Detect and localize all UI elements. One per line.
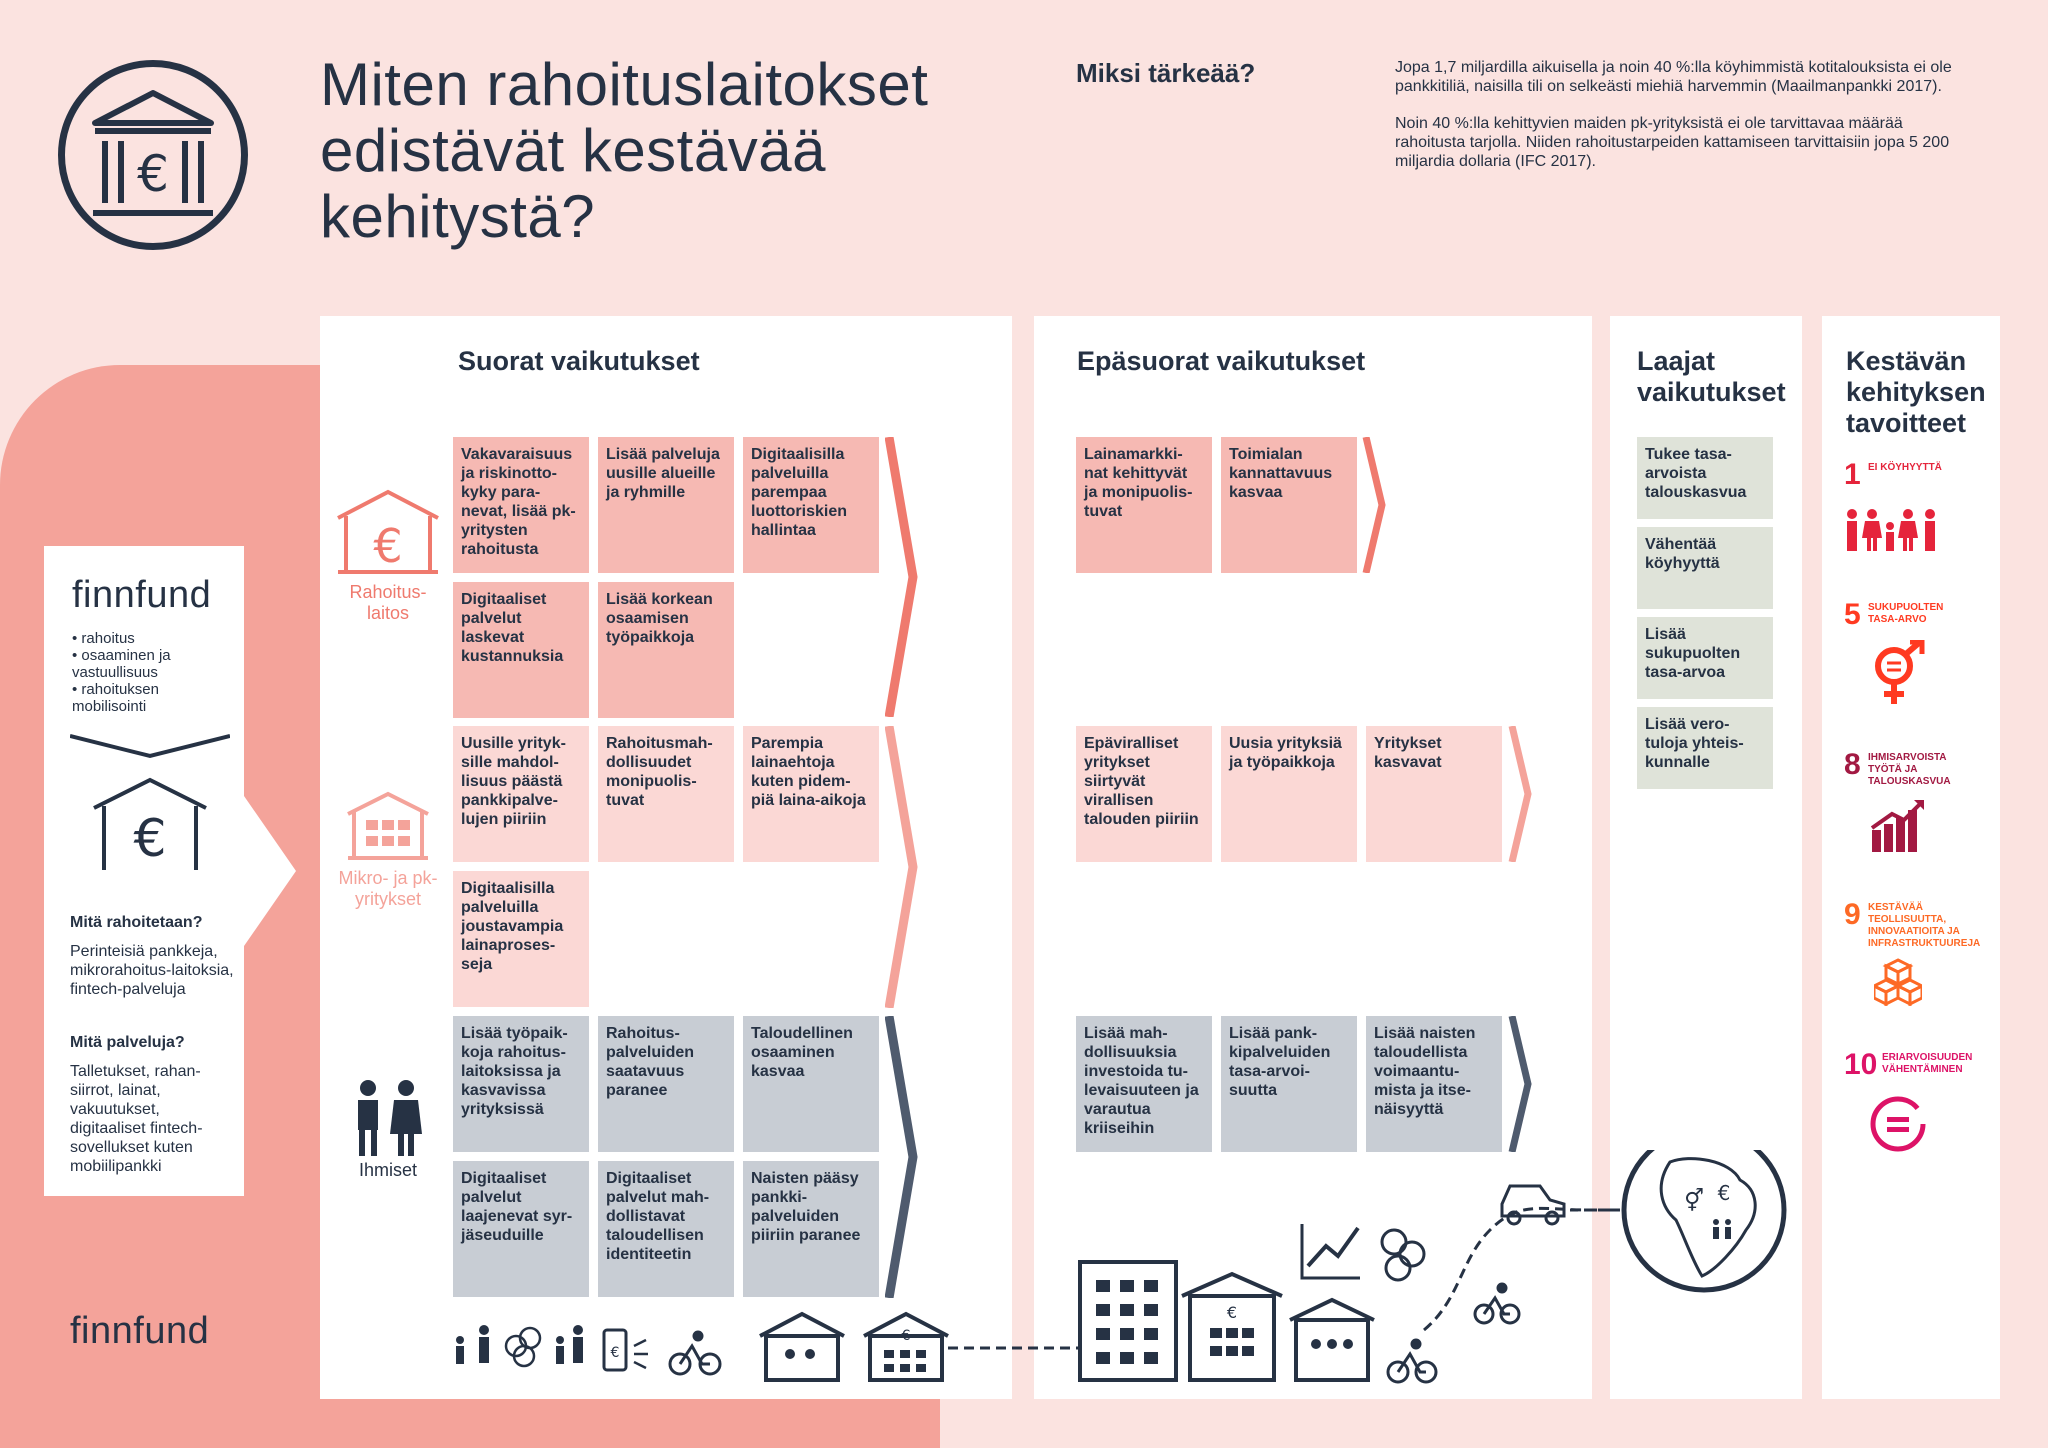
market-stall-icon (760, 1314, 844, 1380)
indirect-effect-cell: Lainamarkki-nat kehittyvät ja monipuolis-tuvat (1076, 437, 1212, 573)
direct-effect-cell: Uusille yrityk-sille mahdol-lisuus päästä pankkipalve-lujen piiriin (453, 726, 589, 862)
coins-icon (506, 1328, 540, 1366)
sdg-goal-10 (1844, 1048, 1994, 1082)
sdg-label: EI KÖYHYYTTÄ (1868, 462, 1942, 473)
svg-text:€: € (610, 1345, 620, 1361)
indirect-effect-cell: Uusia yrityksiä ja työpaikkoja (1221, 726, 1357, 862)
svg-text:⚥: ⚥ (1684, 1189, 1704, 1214)
indirect-effect-cell: Lisää pank-kipalveluiden tasa-arvoi-suutta (1221, 1016, 1357, 1152)
direct-effects-heading: Suorat vaikutukset (458, 346, 700, 376)
finnfund-bullet-list (72, 630, 222, 715)
what-services-text: Talletukset, rahan-siirrot, lainat, vakuutukset, digitaaliset fintech-sovellukset kuten mobiilipankki (70, 1063, 203, 1175)
direct-effect-cell: Rahoitusmah-dollisuudet monipuolis-tuvat (598, 726, 734, 862)
what-financed-text: Perinteisiä pankkeja, mikrorahoitus-laitoksia, fintech-palveluja (70, 943, 234, 998)
direct-effect-cell: Taloudellinen osaaminen kasvaa (743, 1016, 879, 1152)
people-coins-icon (456, 1325, 489, 1364)
cyclist-icon (1475, 1284, 1519, 1323)
indirect-effect-cell: Yritykset kasvavat (1366, 726, 1502, 862)
direct-effect-cell: Lisää korkean osaamisen työpaikkoja (598, 582, 734, 718)
economic-growth-icon (1870, 798, 1926, 852)
svg-text:€: € (901, 1328, 911, 1344)
arrow-chevron-icon (885, 726, 935, 1008)
bank-euro-icon (65, 67, 241, 243)
broad-effect-cell: Vähentää köyhyyttä (1637, 527, 1773, 609)
cyclist-icon (670, 1332, 720, 1374)
arrow-chevron-icon (1508, 1016, 1538, 1152)
gender-equality-icon (1870, 640, 1926, 706)
arrow-chevron-icon (1362, 437, 1392, 573)
coins-icon (1382, 1230, 1424, 1280)
what-financed-heading: Mitä rahoitetaan? (70, 914, 203, 931)
direct-effect-cell: Digitaaliset palvelut mah-dollistavat taloudellisen identiteetin (598, 1161, 734, 1297)
page-title: Miten rahoituslaitokset edistävät kestävää kehitystä? (320, 51, 929, 250)
sdg-number: 1 (1844, 458, 1861, 491)
indirect-effect-cell: Toimialan kannattavuus kasvaa (1221, 437, 1357, 573)
arrow-chevron-icon (1508, 726, 1538, 862)
shop-icon (1290, 1300, 1374, 1380)
svg-text:€: € (133, 809, 167, 869)
direct-effect-cell: Naisten pääsy pankki-palveluiden piiriin paranee (743, 1161, 879, 1297)
no-poverty-icon (1844, 508, 1940, 552)
bank-building-icon (1182, 1274, 1282, 1380)
direct-effect-cell: Digitaaliset palvelut laajenevat syr-jäseuduille (453, 1161, 589, 1297)
why-paragraph-1: Jopa 1,7 miljardilla aikuisella ja noin 40 %:lla köyhimmistä kotitalouksista ei ole pankkitiliä, naisilla tili on selkeästi miehiä harvemmin (Maailmanpankki 2017). (1395, 59, 1952, 95)
finnfund-bullet: • rahoitus (72, 630, 135, 647)
svg-text:€: € (373, 519, 403, 573)
direct-effect-cell: Lisää palveluja uusille alueille ja ryhmille (598, 437, 734, 573)
sdg-goal-1 (1844, 458, 1994, 492)
broad-effect-cell: Tukee tasa-arvoista talouskasvua (1637, 437, 1773, 519)
why-important-text (1395, 58, 1955, 189)
finnfund-card (44, 546, 244, 1196)
indirect-effects-heading: Epäsuorat vaikutukset (1077, 346, 1366, 376)
svg-text:€: € (1226, 1303, 1238, 1322)
bank-euro-logo (58, 60, 248, 250)
footer-finnfund-logo: finnfund (70, 1310, 210, 1352)
house-euro-icon (90, 776, 210, 876)
sdg-label: ERIARVOISUUDEN VÄHENTÄMINEN (1882, 1052, 1973, 1075)
industry-innovation-icon (1874, 958, 1922, 1006)
sdg-heading: Kestävän kehityksen tavoitteet (1846, 346, 1986, 438)
row-label-people: Ihmiset (358, 1160, 418, 1180)
what-services-heading: Mitä palveluja? (70, 1034, 185, 1051)
broad-effects-heading: Laajat vaikutukset (1637, 346, 1786, 407)
direct-effect-cell: Vakavaraisuus ja riskinotto-kyky para-nevat, lisää pk-yritysten rahoitusta (453, 437, 589, 573)
sdg-number: 5 (1844, 598, 1861, 631)
why-paragraph-2: Noin 40 %:lla kehittyvien maiden pk-yrityksistä ei ole tarvittavaa määrää rahoitusta tarjolla. Niiden rahoitustarpeiden kattamiseen tarvittaisiin jopa 5 200 miljardia dollaria (IFC 2017). (1395, 115, 1950, 170)
indirect-effect-cell: Lisää naisten taloudellista voimaantu-mista ja itse-näisyyttä (1366, 1016, 1502, 1152)
reduced-inequality-icon (1868, 1094, 1928, 1154)
sdg-number: 10 (1844, 1048, 1878, 1081)
globe-icon (1624, 1150, 1784, 1290)
car-icon (1502, 1186, 1564, 1224)
sdg-label: KESTÄVÄÄ TEOLLISUUTTA, INNOVAATIOITA JA INFRASTRUKTUUREJA (1868, 902, 1981, 949)
people-pair-icon (556, 1325, 583, 1364)
office-building-icon (1080, 1262, 1176, 1380)
sdg-label: SUKUPUOLTEN TASA-ARVO (1868, 602, 1944, 625)
arrow-chevron-icon (885, 437, 935, 717)
svg-text:€: € (137, 145, 169, 203)
direct-effect-cell: Digitaalisilla palveluilla joustavampia lainaproses-seja (453, 871, 589, 1007)
indirect-effect-cell: Epäviralliset yritykset siirtyvät virallisen talouden piiriin (1076, 726, 1212, 862)
sdg-number: 9 (1844, 898, 1861, 931)
sdg-number: 8 (1844, 748, 1861, 781)
broad-effect-cell: Lisää sukupuolten tasa-arvoa (1637, 617, 1773, 699)
funnel-chevron-icon (70, 732, 230, 762)
finnfund-bullet: • rahoituksen mobilisointi (72, 681, 159, 715)
finnfund-bullet: • osaaminen ja vastuullisuus (72, 647, 171, 681)
sdg-goal-9 (1844, 898, 1994, 949)
finnfund-logo-text: finnfund (72, 574, 212, 616)
bottom-illustration (440, 1150, 1800, 1390)
direct-effect-cell: Parempia lainaehtoja kuten pidem-piä laina-aikoja (743, 726, 879, 862)
direct-effect-cell: Digitaaliset palvelut laskevat kustannuksia (453, 582, 589, 718)
sme-building-icon (344, 790, 432, 862)
broad-effect-cell: Lisää vero-tuloja yhteis-kunnalle (1637, 707, 1773, 789)
row-label-sme: Mikro- ja pk-yritykset (338, 868, 438, 909)
direct-effect-cell: Lisää työpaik-koja rahoitus-laitoksissa ja kasvavissa yrityksissä (453, 1016, 589, 1152)
cyclist-icon (1388, 1340, 1436, 1382)
growth-chart-icon (1302, 1224, 1360, 1278)
why-important-heading: Miksi tärkeää? (1076, 58, 1256, 88)
sdg-goal-5 (1844, 598, 1994, 632)
indirect-effect-cell: Lisää mah-dollisuuksia investoida tu-levaisuuteen ja varautua kriiseihin (1076, 1016, 1212, 1152)
direct-effect-cell: Rahoitus-palveluiden saatavuus paranee (598, 1016, 734, 1152)
financial-institution-icon (334, 488, 442, 578)
row-label-financial-institution: Rahoitus-laitos (349, 582, 427, 623)
people-icon (350, 1078, 426, 1158)
svg-text:€: € (1717, 1181, 1731, 1205)
sdg-goal-8 (1844, 748, 1994, 787)
sdg-label: IHMISARVOISTA TYÖTÄ JA TALOUSKASVUA (1868, 752, 1951, 787)
direct-effect-cell: Digitaalisilla palveluilla parempaa luottoriskien hallintaa (743, 437, 879, 573)
